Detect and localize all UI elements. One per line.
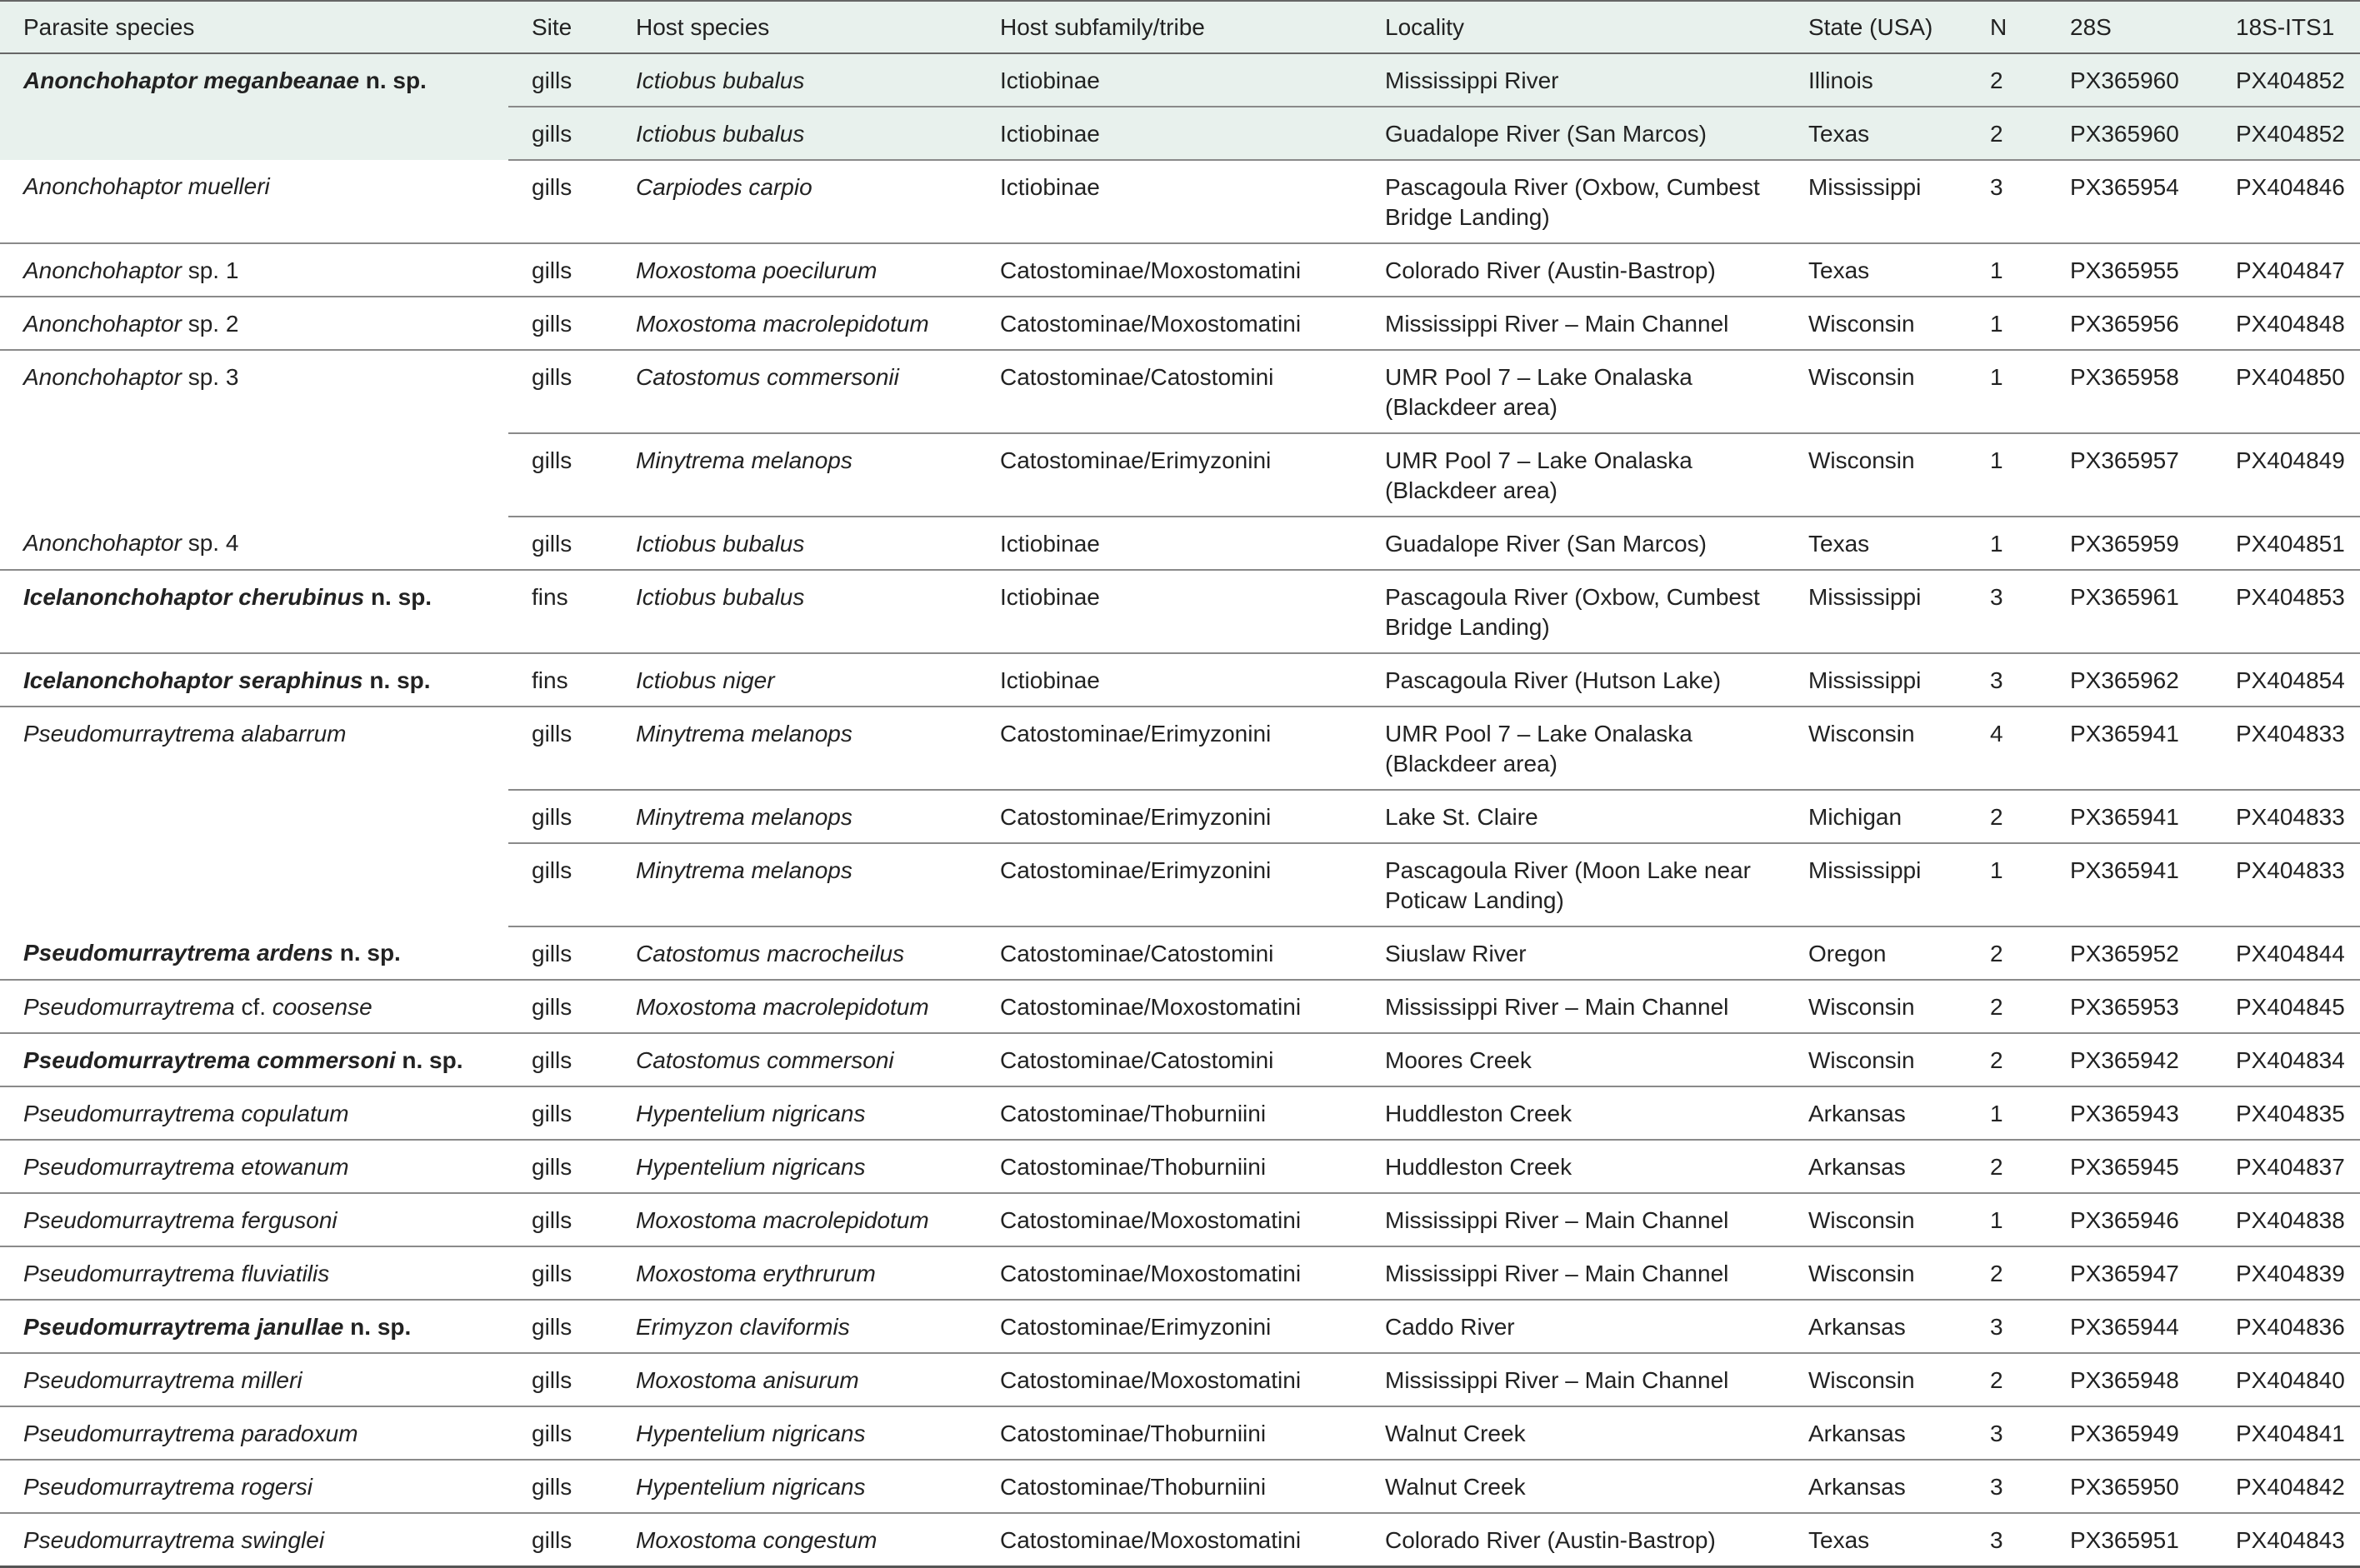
n-cell: 3 [1967,653,2047,707]
col-host-species: Host species [612,1,977,53]
host-subfamily-cell: Catostominae/Moxostomatini [977,243,1362,297]
accession-18s-cell: PX404837 [2212,1140,2360,1193]
locality-cell: Pascagoula River (Oxbow, Cumbest Bridge Landing) [1362,160,1785,243]
host-subfamily-cell: Catostominae/Moxostomatini [977,1193,1362,1246]
locality-cell: Guadalope River (San Marcos) [1362,107,1785,160]
site-cell: gills [508,160,612,243]
state-cell: Wisconsin [1785,1193,1967,1246]
host-species-cell: Ictiobus niger [612,653,977,707]
host-species-cell: Minytrema melanops [612,843,977,926]
host-species-cell: Carpiodes carpio [612,160,977,243]
state-cell: Arkansas [1785,1300,1967,1353]
table-row [0,297,2360,350]
parasite-species-cell [0,1300,508,1353]
host-species-cell: Catostomus macrocheilus [612,926,977,980]
table-row [0,1460,2360,1513]
species-name: Pseudomurraytrema [23,994,235,1020]
accession-28s-cell: PX365962 [2047,653,2212,707]
locality-cell: Mississippi River [1362,53,1785,107]
host-subfamily-cell: Ictiobinae [977,53,1362,107]
table-body [0,53,2360,1567]
locality-cell: Walnut Creek [1362,1406,1785,1460]
locality-cell: Siuslaw River [1362,926,1785,980]
accession-18s-cell: PX404854 [2212,653,2360,707]
n-cell: 2 [1967,1033,2047,1086]
accession-28s-cell: PX365941 [2047,843,2212,926]
species-qualifier: cf. [241,994,266,1020]
parasite-species-cell [0,653,508,707]
parasite-species-cell [0,1353,508,1406]
state-cell: Mississippi [1785,570,1967,653]
site-cell: gills [508,1353,612,1406]
locality-cell: UMR Pool 7 – Lake Onalaska (Blackdeer area) [1362,707,1785,790]
table-row [0,1193,2360,1246]
locality-cell: Pascagoula River (Moon Lake near Poticaw Landing) [1362,843,1785,926]
site-cell: gills [508,1086,612,1140]
table-row [0,1086,2360,1140]
host-subfamily-cell: Catostominae/Erimyzonini [977,433,1362,517]
accession-28s-cell: PX365949 [2047,1406,2212,1460]
state-cell: Texas [1785,107,1967,160]
site-cell: gills [508,1460,612,1513]
table-row [0,653,2360,707]
accession-18s-cell: PX404842 [2212,1460,2360,1513]
host-species-cell: Moxostoma poecilurum [612,243,977,297]
accession-18s-cell: PX404845 [2212,980,2360,1033]
parasite-species-cell [0,160,508,243]
state-cell: Wisconsin [1785,1033,1967,1086]
accession-18s-cell: PX404852 [2212,107,2360,160]
accession-28s-cell: PX365942 [2047,1033,2212,1086]
state-cell: Mississippi [1785,160,1967,243]
col-state: State (USA) [1785,1,1967,53]
state-cell: Illinois [1785,53,1967,107]
n-cell: 1 [1967,243,2047,297]
table-row [0,1246,2360,1300]
table-row [0,53,2360,107]
locality-cell: UMR Pool 7 – Lake Onalaska (Blackdeer area) [1362,350,1785,433]
site-cell: gills [508,1033,612,1086]
col-locality: Locality [1362,1,1785,53]
n-cell: 2 [1967,1140,2047,1193]
parasite-species-cell [0,1513,508,1567]
n-cell: 2 [1967,1353,2047,1406]
locality-cell: Walnut Creek [1362,1460,1785,1513]
n-cell: 1 [1967,433,2047,517]
species-name: Pseudomurraytrema rogersi [23,1474,313,1500]
host-species-cell: Hypentelium nigricans [612,1406,977,1460]
locality-cell: Mississippi River – Main Channel [1362,1193,1785,1246]
n-cell: 3 [1967,1300,2047,1353]
col-28s: 28S [2047,1,2212,53]
col-18s-its1: 18S-ITS1 [2212,1,2360,53]
species-qualifier: sp. 1 [188,257,239,283]
species-epithet: coosense [272,994,372,1020]
table-row [0,1300,2360,1353]
accession-28s-cell: PX365947 [2047,1246,2212,1300]
state-cell: Arkansas [1785,1406,1967,1460]
host-subfamily-cell: Ictiobinae [977,107,1362,160]
site-cell: fins [508,570,612,653]
host-species-cell: Moxostoma congestum [612,1513,977,1567]
accession-28s-cell: PX365941 [2047,707,2212,790]
host-species-cell: Hypentelium nigricans [612,1460,977,1513]
locality-cell: Guadalope River (San Marcos) [1362,517,1785,570]
accession-28s-cell: PX365945 [2047,1140,2212,1193]
locality-cell: Mississippi River – Main Channel [1362,1353,1785,1406]
site-cell: gills [508,1193,612,1246]
site-cell: gills [508,107,612,160]
state-cell: Wisconsin [1785,433,1967,517]
host-species-cell: Ictiobus bubalus [612,107,977,160]
table-row [0,1406,2360,1460]
n-cell: 2 [1967,53,2047,107]
species-name: Anonchohaptor [23,311,182,337]
n-cell: 1 [1967,517,2047,570]
accession-28s-cell: PX365951 [2047,1513,2212,1567]
accession-28s-cell: PX365953 [2047,980,2212,1033]
col-parasite-species: Parasite species [0,1,508,53]
site-cell: gills [508,1300,612,1353]
host-subfamily-cell: Catostominae/Erimyzonini [977,1300,1362,1353]
table-header [0,1,2360,53]
accession-18s-cell: PX404836 [2212,1300,2360,1353]
accession-18s-cell: PX404834 [2212,1033,2360,1086]
n-cell: 3 [1967,160,2047,243]
accession-18s-cell: PX404849 [2212,433,2360,517]
state-cell: Texas [1785,517,1967,570]
species-name: Pseudomurraytrema alabarrum [23,721,347,747]
host-species-cell: Minytrema melanops [612,790,977,843]
host-species-cell: Catostomus commersonii [612,350,977,433]
parasite-species-cell [0,980,508,1033]
accession-28s-cell: PX365957 [2047,433,2212,517]
host-subfamily-cell: Catostominae/Catostomini [977,350,1362,433]
site-cell: gills [508,980,612,1033]
accession-28s-cell: PX365958 [2047,350,2212,433]
table-row [0,707,2360,790]
parasite-species-cell [0,53,508,160]
site-cell: gills [508,1406,612,1460]
accession-28s-cell: PX365961 [2047,570,2212,653]
new-species-marker: n. sp. [369,667,431,693]
species-name: Anonchohaptor [23,364,182,390]
species-name: Pseudomurraytrema swinglei [23,1527,325,1553]
host-subfamily-cell: Ictiobinae [977,570,1362,653]
host-subfamily-cell: Catostominae/Catostomini [977,926,1362,980]
parasite-species-cell [0,243,508,297]
state-cell: Wisconsin [1785,350,1967,433]
n-cell: 1 [1967,1193,2047,1246]
accession-18s-cell: PX404847 [2212,243,2360,297]
locality-cell: Mississippi River – Main Channel [1362,297,1785,350]
accession-28s-cell: PX365960 [2047,53,2212,107]
parasite-species-cell [0,1140,508,1193]
host-species-cell: Moxostoma erythrurum [612,1246,977,1300]
accession-18s-cell: PX404853 [2212,570,2360,653]
table-row [0,1353,2360,1406]
species-name: Anonchohaptor meganbeanae [23,67,359,93]
accession-28s-cell: PX365952 [2047,926,2212,980]
col-n: N [1967,1,2047,53]
host-species-cell: Moxostoma macrolepidotum [612,980,977,1033]
col-host-subfamily: Host subfamily/tribe [977,1,1362,53]
host-subfamily-cell: Catostominae/Thoburniini [977,1140,1362,1193]
parasite-species-cell [0,1406,508,1460]
host-subfamily-cell: Ictiobinae [977,160,1362,243]
site-cell: fins [508,653,612,707]
n-cell: 1 [1967,1086,2047,1140]
state-cell: Texas [1785,243,1967,297]
accession-18s-cell: PX404844 [2212,926,2360,980]
site-cell: gills [508,517,612,570]
host-species-cell: Hypentelium nigricans [612,1086,977,1140]
host-species-cell: Minytrema melanops [612,433,977,517]
accession-28s-cell: PX365959 [2047,517,2212,570]
species-name: Pseudomurraytrema fergusoni [23,1207,338,1233]
species-name: Pseudomurraytrema paradoxum [23,1421,358,1446]
accession-28s-cell: PX365948 [2047,1353,2212,1406]
parasite-species-cell [0,1246,508,1300]
locality-cell: Mississippi River – Main Channel [1362,980,1785,1033]
accession-18s-cell: PX404833 [2212,707,2360,790]
n-cell: 2 [1967,107,2047,160]
accession-18s-cell: PX404839 [2212,1246,2360,1300]
host-species-cell: Catostomus commersoni [612,1033,977,1086]
state-cell: Arkansas [1785,1140,1967,1193]
host-subfamily-cell: Catostominae/Erimyzonini [977,790,1362,843]
species-name: Pseudomurraytrema fluviatilis [23,1261,330,1286]
host-subfamily-cell: Ictiobinae [977,653,1362,707]
table-row [0,980,2360,1033]
state-cell: Wisconsin [1785,297,1967,350]
col-site: Site [508,1,612,53]
table-row [0,1140,2360,1193]
parasite-species-cell [0,350,508,517]
accession-28s-cell: PX365943 [2047,1086,2212,1140]
accession-28s-cell: PX365950 [2047,1460,2212,1513]
n-cell: 3 [1967,570,2047,653]
state-cell: Mississippi [1785,843,1967,926]
accession-18s-cell: PX404850 [2212,350,2360,433]
n-cell: 2 [1967,926,2047,980]
site-cell: gills [508,297,612,350]
table-row [0,517,2360,570]
host-subfamily-cell: Catostominae/Thoburniini [977,1406,1362,1460]
parasite-species-cell [0,1086,508,1140]
host-species-cell: Hypentelium nigricans [612,1140,977,1193]
state-cell: Michigan [1785,790,1967,843]
state-cell: Wisconsin [1785,980,1967,1033]
species-name: Anonchohaptor [23,530,182,556]
table-row [0,1033,2360,1086]
host-subfamily-cell: Catostominae/Erimyzonini [977,707,1362,790]
n-cell: 2 [1967,1246,2047,1300]
accession-28s-cell: PX365946 [2047,1193,2212,1246]
host-species-cell: Ictiobus bubalus [612,517,977,570]
header-row [0,1,2360,53]
host-species-cell: Erimyzon claviformis [612,1300,977,1353]
accession-18s-cell: PX404835 [2212,1086,2360,1140]
parasite-species-cell [0,1460,508,1513]
accession-28s-cell: PX365944 [2047,1300,2212,1353]
locality-cell: Pascagoula River (Hutson Lake) [1362,653,1785,707]
species-name: Pseudomurraytrema janullae [23,1314,344,1340]
host-subfamily-cell: Catostominae/Erimyzonini [977,843,1362,926]
locality-cell: Huddleston Creek [1362,1140,1785,1193]
locality-cell: Colorado River (Austin-Bastrop) [1362,243,1785,297]
species-name: Icelanonchohaptor cherubinus [23,584,365,610]
host-subfamily-cell: Ictiobinae [977,517,1362,570]
locality-cell: Colorado River (Austin-Bastrop) [1362,1513,1785,1567]
n-cell: 3 [1967,1406,2047,1460]
species-name: Anonchohaptor [23,257,182,283]
host-subfamily-cell: Catostominae/Moxostomatini [977,980,1362,1033]
host-species-cell: Minytrema melanops [612,707,977,790]
locality-cell: Mississippi River – Main Channel [1362,1246,1785,1300]
accession-18s-cell: PX404846 [2212,160,2360,243]
accession-18s-cell: PX404851 [2212,517,2360,570]
site-cell: gills [508,926,612,980]
host-species-cell: Ictiobus bubalus [612,53,977,107]
host-subfamily-cell: Catostominae/Moxostomatini [977,1353,1362,1406]
species-qualifier: sp. 4 [188,530,239,556]
parasite-species-cell [0,297,508,350]
host-species-cell: Moxostoma macrolepidotum [612,297,977,350]
table-row [0,350,2360,433]
n-cell: 3 [1967,1460,2047,1513]
locality-cell: Huddleston Creek [1362,1086,1785,1140]
accession-18s-cell: PX404833 [2212,843,2360,926]
species-name: Pseudomurraytrema ardens [23,940,333,966]
accession-28s-cell: PX365955 [2047,243,2212,297]
parasite-species-cell [0,1193,508,1246]
n-cell: 1 [1967,843,2047,926]
parasite-species-cell [0,517,508,570]
state-cell: Wisconsin [1785,707,1967,790]
species-name: Anonchohaptor muelleri [23,173,270,199]
species-qualifier: sp. 3 [188,364,239,390]
accession-18s-cell: PX404843 [2212,1513,2360,1567]
locality-cell: Moores Creek [1362,1033,1785,1086]
locality-cell: Lake St. Claire [1362,790,1785,843]
parasite-species-cell [0,707,508,926]
n-cell: 2 [1967,790,2047,843]
site-cell: gills [508,53,612,107]
accession-18s-cell: PX404848 [2212,297,2360,350]
accession-18s-cell: PX404841 [2212,1406,2360,1460]
site-cell: gills [508,790,612,843]
n-cell: 1 [1967,297,2047,350]
site-cell: gills [508,707,612,790]
host-subfamily-cell: Catostominae/Moxostomatini [977,1246,1362,1300]
state-cell: Arkansas [1785,1460,1967,1513]
state-cell: Mississippi [1785,653,1967,707]
table-row [0,243,2360,297]
accession-18s-cell: PX404852 [2212,53,2360,107]
host-species-cell: Moxostoma anisurum [612,1353,977,1406]
new-species-marker: n. sp. [370,584,432,610]
n-cell: 2 [1967,980,2047,1033]
state-cell: Wisconsin [1785,1353,1967,1406]
accession-28s-cell: PX365956 [2047,297,2212,350]
site-cell: gills [508,843,612,926]
accession-18s-cell: PX404840 [2212,1353,2360,1406]
site-cell: gills [508,350,612,433]
species-name: Pseudomurraytrema milleri [23,1367,302,1393]
accession-28s-cell: PX365954 [2047,160,2212,243]
site-cell: gills [508,1246,612,1300]
n-cell: 3 [1967,1513,2047,1567]
new-species-marker: n. sp. [339,940,401,966]
table-row [0,926,2360,980]
species-name: Pseudomurraytrema commersoni [23,1047,396,1073]
parasite-species-cell [0,1033,508,1086]
site-cell: gills [508,243,612,297]
species-qualifier: sp. 2 [188,311,239,337]
n-cell: 1 [1967,350,2047,433]
species-name: Pseudomurraytrema etowanum [23,1154,349,1180]
accession-18s-cell: PX404838 [2212,1193,2360,1246]
host-subfamily-cell: Catostominae/Moxostomatini [977,1513,1362,1567]
host-species-cell: Moxostoma macrolepidotum [612,1193,977,1246]
site-cell: gills [508,1140,612,1193]
host-subfamily-cell: Catostominae/Moxostomatini [977,297,1362,350]
table-row [0,160,2360,243]
locality-cell: Pascagoula River (Oxbow, Cumbest Bridge Landing) [1362,570,1785,653]
site-cell: gills [508,1513,612,1567]
state-cell: Oregon [1785,926,1967,980]
accession-28s-cell: PX365941 [2047,790,2212,843]
n-cell: 4 [1967,707,2047,790]
new-species-marker: n. sp. [402,1047,463,1073]
state-cell: Texas [1785,1513,1967,1567]
species-name: Icelanonchohaptor seraphinus [23,667,363,693]
parasite-species-cell [0,570,508,653]
table-row [0,1513,2360,1567]
host-subfamily-cell: Catostominae/Catostomini [977,1033,1362,1086]
locality-cell: Caddo River [1362,1300,1785,1353]
species-name: Pseudomurraytrema copulatum [23,1101,349,1126]
host-subfamily-cell: Catostominae/Thoburniini [977,1086,1362,1140]
locality-cell: UMR Pool 7 – Lake Onalaska (Blackdeer area) [1362,433,1785,517]
state-cell: Wisconsin [1785,1246,1967,1300]
accession-18s-cell: PX404833 [2212,790,2360,843]
host-subfamily-cell: Catostominae/Thoburniini [977,1460,1362,1513]
host-species-cell: Ictiobus bubalus [612,570,977,653]
site-cell: gills [508,433,612,517]
new-species-marker: n. sp. [350,1314,412,1340]
state-cell: Arkansas [1785,1086,1967,1140]
table-row [0,570,2360,653]
accession-28s-cell: PX365960 [2047,107,2212,160]
new-species-marker: n. sp. [365,67,427,93]
parasite-species-cell [0,926,508,980]
